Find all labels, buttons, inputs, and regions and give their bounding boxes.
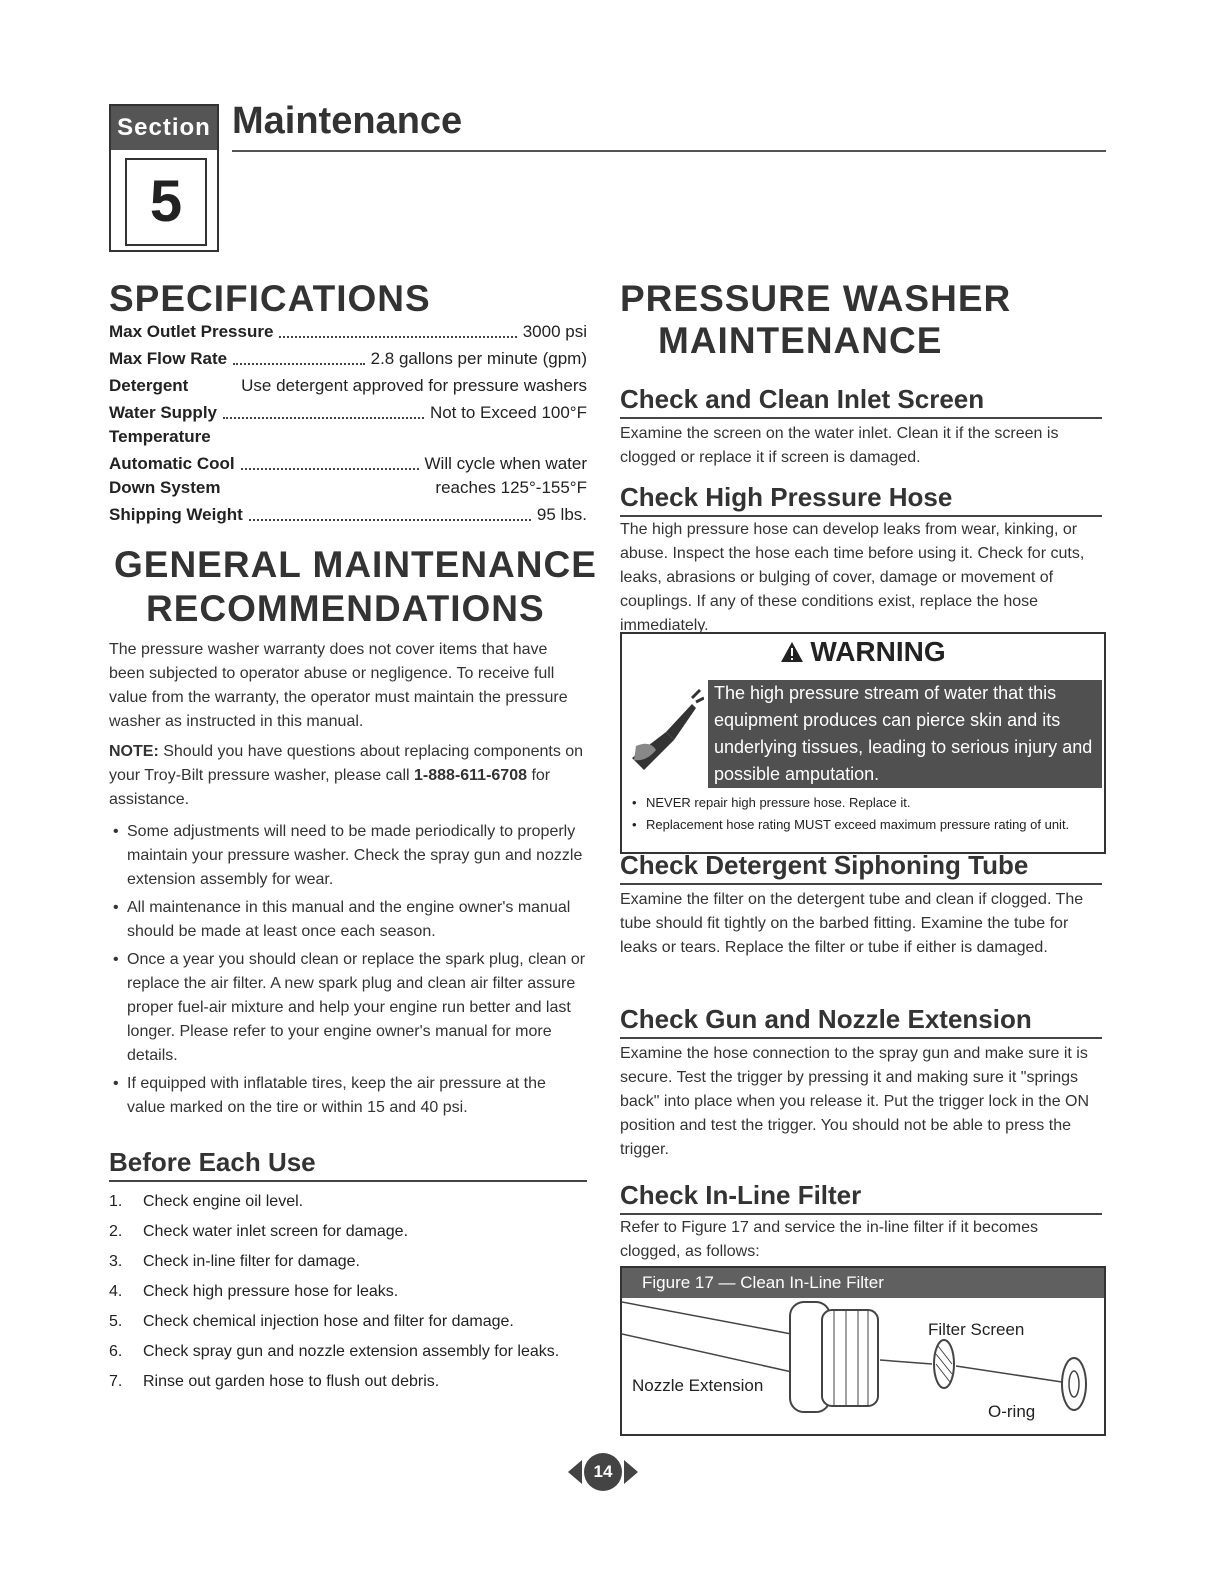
list-item: 2. Check water inlet screen for damage.: [109, 1223, 409, 1240]
page-number-badge: [568, 1452, 638, 1492]
spec-row: [109, 452, 587, 500]
warranty-paragraph: The pressure washer warranty does not cover items that have been subjected to operator abuse or negligence. To receive full value from the warranty, the operator must maintain the pressure washer as instructed in this manual.: [109, 641, 568, 730]
list-item: • All maintenance in this manual and the engine owner's manual should be made at least once each season.: [109, 896, 587, 944]
filter-screen-label: Filter Screen: [928, 1320, 1025, 1339]
list-item: • If equipped with inflatable tires, keep the air pressure at the value marked on the tire or within 15 and 40 psi.: [109, 1072, 587, 1120]
page-number: 14: [593, 1462, 613, 1481]
maintenance-heading: MAINTENANCE: [658, 320, 943, 361]
gun-nozzle-text: Examine the hose connection to the spray gun and make sure it is secure. Test the trigger by pressing it and making sure it "springs back" into place when you release it. Put the trigger lock in the ON position and test the trigger. You should not be able to press the trigger.: [620, 1045, 1090, 1158]
page-title: Maintenance: [232, 100, 463, 142]
spec-value: Will cycle when water: [424, 454, 587, 473]
spec-row: [109, 503, 587, 527]
spec-row: [109, 320, 587, 344]
spec-value: 2.8 gallons per minute (gpm): [370, 349, 587, 368]
inlet-screen-heading: Check and Clean Inlet Screen: [620, 384, 1102, 419]
section-label: Section: [111, 106, 217, 150]
spec-value: 95 lbs.: [536, 505, 587, 524]
list-item: • Replacement hose rating MUST exceed maximum pressure rating of unit.: [628, 816, 1098, 834]
specifications-table: [109, 320, 587, 530]
inlet-screen-text: Examine the screen on the water inlet. Clean it if the screen is clogged or replace it if screen is damaged.: [620, 425, 1059, 466]
gun-nozzle-heading: Check Gun and Nozzle Extension: [620, 1004, 1102, 1039]
spec-value: Not to Exceed 100°F: [429, 403, 587, 422]
pressure-washer-heading: PRESSURE WASHER: [620, 278, 1012, 319]
list-item: 5. Check chemical injection hose and filter for damage.: [109, 1313, 514, 1330]
section-number: 5: [125, 158, 207, 246]
figure-caption: Figure 17 — Clean In-Line Filter: [622, 1268, 1104, 1298]
note-tail: for assistance.: [109, 767, 551, 808]
spec-label-cont: Down System: [109, 478, 221, 497]
list-item: • NEVER repair high pressure hose. Replace it.: [628, 794, 1098, 812]
spec-label: Automatic Cool: [109, 454, 235, 473]
specifications-heading: SPECIFICATIONS: [109, 278, 431, 319]
injection-hazard-icon: [626, 680, 704, 788]
list-item: 3. Check in-line filter for damage.: [109, 1253, 360, 1270]
spec-label: Max Flow Rate: [109, 349, 228, 368]
note-paragraph: [109, 740, 587, 812]
spec-label: Max Outlet Pressure: [109, 322, 274, 341]
warning-message: The high pressure stream of water that this equipment produces can pierce skin and its underlying tissues, leading to serious injury and possible amputation.: [708, 680, 1102, 788]
recommendations-heading: RECOMMENDATIONS: [146, 588, 545, 629]
list-item: 7. Rinse out garden hose to flush out debris.: [109, 1373, 440, 1390]
spec-label-cont: Temperature: [109, 427, 211, 446]
general-text: [109, 638, 587, 1120]
spec-label: Water Supply: [109, 403, 217, 422]
title-rule: [232, 150, 1106, 152]
spec-row: [109, 401, 587, 449]
figure-17: [620, 1266, 1106, 1436]
list-item: 6. Check spray gun and nozzle extension assembly for leaks.: [109, 1343, 560, 1360]
spec-value: Use detergent approved for pressure washers: [241, 376, 587, 395]
warning-box: [620, 632, 1106, 854]
list-item: 1. Check engine oil level.: [109, 1193, 304, 1210]
o-ring-label: O-ring: [988, 1402, 1036, 1421]
spec-label: Shipping Weight: [109, 505, 243, 524]
warning-title: WARNING: [622, 636, 1104, 668]
spec-value-cont: reaches 125°-155°F: [435, 478, 587, 497]
warning-list: [628, 794, 1098, 834]
spec-row: [109, 347, 587, 371]
list-item: 4. Check high pressure hose for leaks.: [109, 1283, 399, 1300]
spec-value: 3000 psi: [522, 322, 587, 341]
high-pressure-hose-text: The high pressure hose can develop leaks from wear, kinking, or abuse. Inspect the hose each time before using it. Check for cuts, leaks, abrasions or bulging of cover, damage or movement of couplings. If any of these conditions exist, replace the hose immediately.: [620, 521, 1085, 634]
spec-row: [109, 374, 587, 398]
spec-label: Detergent: [109, 376, 189, 395]
warning-triangle-icon: [780, 641, 804, 663]
general-maintenance-heading: GENERAL MAINTENANCE: [114, 544, 597, 585]
nozzle-extension-label: Nozzle Extension: [632, 1376, 764, 1395]
note-text: Should you have questions about replacing components on your Troy-Bilt pressure washer, please call: [109, 743, 584, 784]
note-label: NOTE:: [109, 743, 159, 760]
high-pressure-hose-heading: Check High Pressure Hose: [620, 482, 1102, 517]
inline-filter-heading: Check In-Line Filter: [620, 1180, 1102, 1215]
detergent-tube-heading: Check Detergent Siphoning Tube: [620, 850, 1102, 885]
list-item: • Once a year you should clean or replace the spark plug, clean or replace the air filter. A new spark plug and clean air filter assure proper fuel-air mixture and help your engine run better and last longer. Please refer to your engine owner's manual for more details.: [109, 948, 587, 1068]
before-use-steps: [109, 1190, 587, 1400]
inline-filter-text: Refer to Figure 17 and service the in-line filter if it becomes clogged, as follows:: [620, 1219, 1038, 1260]
list-item: • Some adjustments will need to be made periodically to properly maintain your pressure washer. Check the spray gun and nozzle extension assembly for wear.: [109, 820, 587, 892]
before-each-use-heading: Before Each Use: [109, 1147, 587, 1182]
section-badge: [109, 104, 219, 252]
detergent-tube-text: Examine the filter on the detergent tube and clean if clogged. The tube should fit tightly on the barbed fitting. Examine the tube for leaks or tears. Replace the filter or tube if either is damaged.: [620, 891, 1084, 956]
note-phone: 1-888-611-6708: [414, 767, 527, 784]
